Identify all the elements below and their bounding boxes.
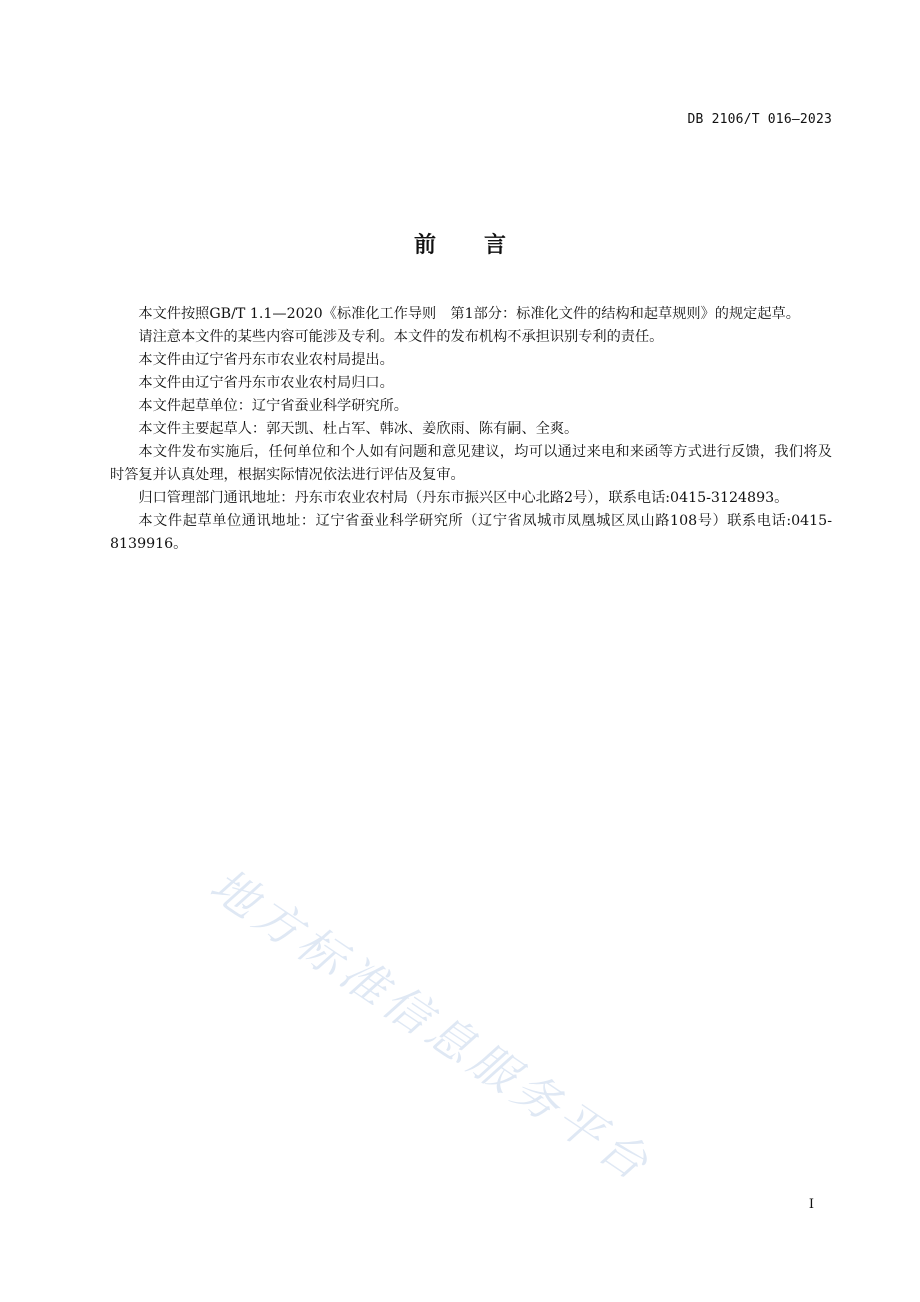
paragraph-proposed-by: 本文件由辽宁省丹东市农业农村局提出。 (138, 352, 394, 368)
document-code: DB 2106/T 016—2023 (687, 112, 832, 127)
page-title (0, 228, 920, 259)
paragraph-drafting-unit: 本文件起草单位：辽宁省蚕业科学研究所。 (138, 398, 408, 414)
paragraph-drafting-basis: 本文件按照GB/T 1.1—2020《标准化工作导则 第1部分：标准化文件的结构和起草规则》的规定起草。 (138, 306, 800, 322)
paragraph-authority-address: 归口管理部门通讯地址：丹东市农业农村局（丹东市振兴区中心北路2号），联系电话:0415-3124893。 (138, 490, 789, 506)
page-title-char-1: 前 (413, 233, 436, 258)
page-title-char-2: 言 (484, 233, 507, 258)
paragraph-main-drafters: 本文件主要起草人：郭天凯、杜占军、韩冰、姜欣雨、陈有嗣、全爽。 (138, 421, 579, 437)
paragraph-drafter-address: 本文件起草单位通讯地址：辽宁省蚕业科学研究所（辽宁省凤城市凤凰城区凤山路108号）联系电话:0415-8139916。 (110, 513, 832, 552)
paragraph-patent-notice: 请注意本文件的某些内容可能涉及专利。本文件的发布机构不承担识别专利的责任。 (138, 329, 664, 345)
watermark: 地方标准信息服务平台 (200, 857, 663, 1194)
foreword-body (110, 303, 832, 556)
paragraph-feedback: 本文件发布实施后，任何单位和个人如有问题和意见建议，均可以通过来电和来函等方式进行反馈，我们将及时答复并认真处理，根据实际情况依法进行评估及复审。 (110, 444, 832, 483)
paragraph-centralized-by: 本文件由辽宁省丹东市农业农村局归口。 (138, 375, 394, 391)
page-number: I (808, 1197, 814, 1212)
